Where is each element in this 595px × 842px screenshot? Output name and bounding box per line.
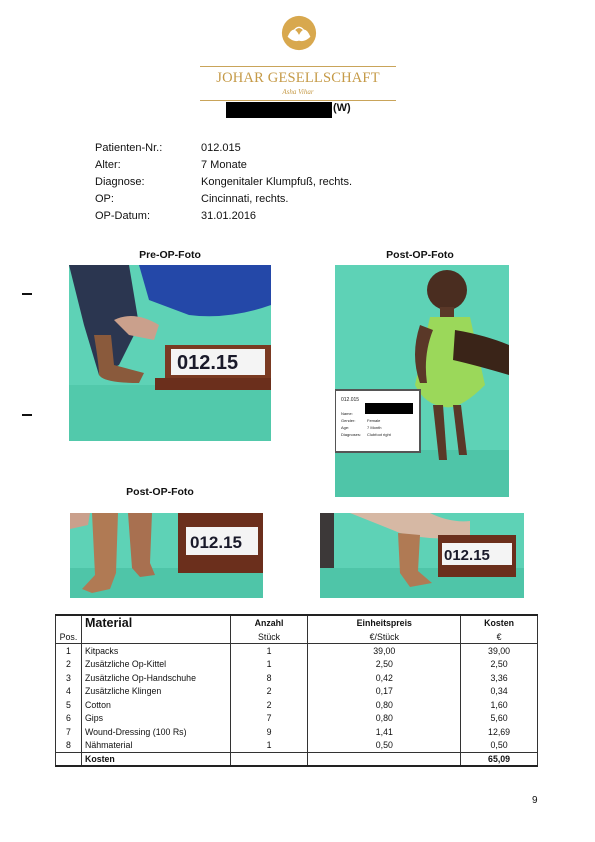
table-header-unit-row [56, 630, 538, 644]
total-cost: 65,09 [461, 752, 538, 766]
table-row [56, 671, 538, 685]
table-row [56, 684, 538, 698]
board-number: 012.15 [444, 547, 490, 564]
card-number: 012.015 [341, 397, 360, 403]
header-pos-empty [56, 615, 82, 630]
post-op-feet-photo-right [320, 513, 524, 598]
info-label: OP-Datum: [95, 210, 151, 222]
info-value: 012.015 [201, 142, 241, 154]
card-field-age: Age: [341, 425, 350, 430]
row-pos: 4 [56, 684, 82, 698]
row-cost: 0,50 [461, 739, 538, 753]
header-material [81, 615, 230, 630]
board-number: 012.15 [177, 352, 239, 374]
row-pos: 1 [56, 644, 82, 658]
post-op-feet-photo-left [70, 513, 263, 598]
card-value-age: 7 Month [367, 425, 382, 430]
row-material: Nähmaterial [81, 739, 230, 753]
row-pos: 2 [56, 657, 82, 671]
feet-right-illustration [320, 513, 524, 598]
row-anzahl: 7 [230, 712, 308, 726]
info-value: 7 Monate [201, 159, 247, 171]
row-cost: 3,36 [461, 671, 538, 685]
row-pos: 5 [56, 698, 82, 712]
header-price-unit: €/Stück [308, 630, 461, 644]
redacted-name [226, 102, 332, 118]
header-anzahl: Anzahl [230, 615, 308, 630]
row-price: 2,50 [308, 657, 461, 671]
total-price-empty [308, 752, 461, 766]
table-row [56, 698, 538, 712]
johar-logo [200, 12, 396, 102]
row-price: 0,17 [308, 684, 461, 698]
info-label: OP: [95, 193, 114, 205]
pre-op-caption: Pre-OP-Foto [139, 249, 201, 261]
row-pos: 3 [56, 671, 82, 685]
row-material: Wound-Dressing (100 Rs) [81, 725, 230, 739]
info-label: Diagnose: [95, 176, 145, 188]
row-anzahl: 8 [230, 671, 308, 685]
table-row [56, 712, 538, 726]
total-anzahl-empty [230, 752, 308, 766]
row-material: Gips [81, 712, 230, 726]
margin-mark [22, 293, 32, 295]
info-row [95, 140, 352, 157]
row-cost: 39,00 [461, 644, 538, 658]
pre-op-photo [69, 265, 271, 441]
row-material: Zusätzliche Op-Kittel [81, 657, 230, 671]
info-label: Alter: [95, 159, 121, 171]
card-field-diagnoses: Diagnoses: [341, 432, 362, 437]
card-field-gender: Gender: [341, 418, 356, 423]
row-cost: 12,69 [461, 725, 538, 739]
post-op-photo [335, 265, 509, 497]
row-cost: 1,60 [461, 698, 538, 712]
margin-mark [22, 414, 32, 416]
table-row [56, 657, 538, 671]
table-row [56, 725, 538, 739]
row-pos: 8 [56, 739, 82, 753]
logo-title: JOHAR GESELLSCHAFT [216, 70, 380, 86]
row-material: Cotton [81, 698, 230, 712]
row-anzahl: 1 [230, 657, 308, 671]
info-row [95, 191, 352, 208]
row-anzahl: 1 [230, 644, 308, 658]
info-value: Cincinnati, rechts. [201, 193, 289, 205]
row-price: 0,50 [308, 739, 461, 753]
header-material-blank [81, 630, 230, 644]
pre-op-photo-illustration [69, 265, 271, 441]
row-price: 39,00 [308, 644, 461, 658]
gender-marker: (W) [333, 102, 351, 114]
info-value: Kongenitaler Klumpfuß, rechts. [201, 176, 353, 188]
board-number: 012.15 [190, 533, 242, 552]
total-row [56, 752, 538, 766]
logo-rule-bottom [200, 100, 396, 101]
material-heading: Material [84, 616, 133, 630]
row-anzahl: 2 [230, 684, 308, 698]
card-field-name: Name: [341, 411, 353, 416]
header-cost-unit: € [461, 630, 538, 644]
total-label: Kosten [81, 752, 230, 766]
info-row [95, 157, 352, 174]
row-anzahl: 9 [230, 725, 308, 739]
info-value: 31.01.2016 [201, 210, 257, 222]
post-op-caption: Post-OP-Foto [386, 249, 454, 261]
row-cost: 2,50 [461, 657, 538, 671]
header-pos: Pos. [56, 630, 82, 644]
header-cost: Kosten [461, 615, 538, 630]
row-material: Zusätzliche Op-Handschuhe [81, 671, 230, 685]
lotus-hands-icon [280, 14, 318, 52]
row-pos: 7 [56, 725, 82, 739]
logo-rule-top [200, 66, 396, 67]
table-row [56, 644, 538, 658]
row-material: Kitpacks [81, 644, 230, 658]
header-anzahl-unit: Stück [230, 630, 308, 644]
row-price: 0,42 [308, 671, 461, 685]
info-row [95, 174, 352, 191]
info-row [95, 208, 352, 225]
row-price: 0,80 [308, 712, 461, 726]
row-material: Zusätzliche Klingen [81, 684, 230, 698]
row-anzahl: 1 [230, 739, 308, 753]
post-op-caption-2: Post-OP-Foto [126, 486, 194, 498]
row-anzahl: 2 [230, 698, 308, 712]
page-number: 9 [532, 795, 538, 806]
table-header-row [56, 615, 538, 630]
row-cost: 0,34 [461, 684, 538, 698]
logo-subtitle: Asha Vihar [282, 88, 314, 96]
patient-info [95, 140, 352, 225]
total-pos-empty [56, 752, 82, 766]
row-pos: 6 [56, 712, 82, 726]
row-price: 1,41 [308, 725, 461, 739]
post-op-photo-illustration [335, 265, 509, 497]
material-table [55, 614, 538, 767]
feet-left-illustration [70, 513, 263, 598]
card-value-gender: Female [367, 418, 381, 423]
table-row [56, 739, 538, 753]
info-label: Patienten-Nr.: [95, 142, 163, 154]
row-price: 0,80 [308, 698, 461, 712]
header-price: Einheitspreis [308, 615, 461, 630]
row-cost: 5,60 [461, 712, 538, 726]
card-value-diagnoses: Clubfoot right [367, 432, 391, 437]
